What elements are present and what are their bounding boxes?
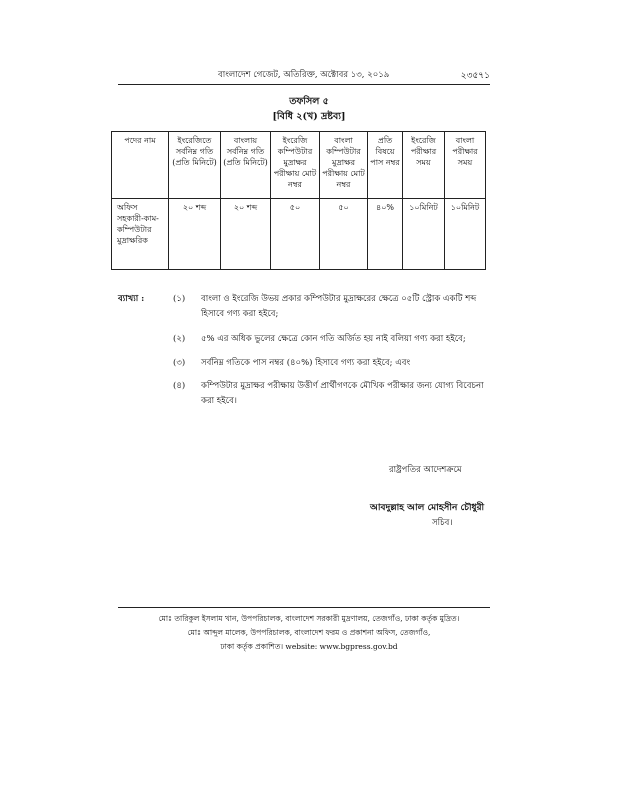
running-title: বাংলাদেশ গেজেট, অতিরিক্ত, অক্টোবর ১৩, ২০১৯ bbox=[218, 70, 390, 80]
explanation-item-number: (১) bbox=[173, 294, 186, 304]
header-bangla-min-speed: বাংলায় সর্বনিম্ন গতি (প্রতি মিনিটে) bbox=[221, 132, 271, 199]
cell-bangla-min-speed: ২০ শব্দ bbox=[221, 199, 271, 270]
header-english-total-marks: ইংরেজি কম্পিউটার মুদ্রাক্ষর পরীক্ষায় মোট নম্বর bbox=[271, 132, 320, 199]
signer-name: আবদুল্লাহ আল মোহসীন চৌধুরী bbox=[370, 503, 485, 513]
cell-post-name: অফিস সহকারী-কাম-কম্পিউটার মুদ্রাক্ষরিক bbox=[112, 199, 169, 270]
explanation-label: ব্যাখ্যা : bbox=[118, 294, 145, 304]
header-bangla-exam-time: বাংলা পরীক্ষার সময় bbox=[445, 132, 486, 199]
explanation-item-number: (২) bbox=[173, 334, 186, 344]
footer-divider bbox=[118, 607, 490, 608]
footer-printer-line: মোঃ তারিকুল ইসলাম খান, উপপরিচালক, বাংলাদেশ সরকারী মুদ্রণালয়, তেজগাঁও, ঢাকা কর্তৃক মুদ্রিত। bbox=[158, 614, 460, 623]
cell-bangla-total-marks: ৫০ bbox=[320, 199, 368, 270]
order-line: রাষ্ট্রপতির আদেশক্রমে bbox=[389, 465, 462, 475]
explanation-item-text: বাংলা ও ইংরেজি উভয় প্রকার কম্পিউটার মুদ্রাক্ষরের ক্ষেত্রে ০৫টি স্ট্রোক একটি শব্দ হিসাবে গণ্য করা হইবে; bbox=[201, 294, 477, 319]
schedule-title: তফসিল ৫ bbox=[289, 96, 329, 107]
header-pass-marks: প্রতি বিষয়ে পাস নম্বর bbox=[368, 132, 403, 199]
schedule-subtitle: [বিধি ২(খ) দ্রষ্টব্য] bbox=[272, 111, 346, 122]
page-number: ২৩৫৭১ bbox=[460, 71, 490, 81]
explanation-item-number: (৩) bbox=[173, 358, 186, 368]
cell-english-min-speed: ২০ শব্দ bbox=[169, 199, 221, 270]
explanation-item-text: সর্বনিম্ন গতিকে পাস নম্বর (৪০%) হিসাবে গণ্য করা হইবে; এবং bbox=[201, 358, 411, 368]
cell-english-total-marks: ৫০ bbox=[271, 199, 320, 270]
explanation-item-number: (৪) bbox=[173, 381, 186, 391]
schedule-table bbox=[111, 131, 486, 270]
header-english-exam-time: ইংরেজি পরীক্ষার সময় bbox=[403, 132, 445, 199]
explanation-item-text: ৫% এর অধিক ভুলের ক্ষেত্রে কোন গতি অর্জিত হয় নাই বলিয়া গণ্য করা হইবে; bbox=[201, 334, 466, 344]
footer-publisher-line: মোঃ আব্দুল মালেক, উপপরিচালক, বাংলাদেশ ফরম ও প্রকাশনা অফিস, তেজগাঁও, bbox=[187, 628, 431, 637]
cell-bangla-exam-time: ১০মিনিট bbox=[445, 199, 486, 270]
cell-pass-marks: ৪০% bbox=[368, 199, 403, 270]
footer-website-line: ঢাকা কর্তৃক প্রকাশিত। website: www.bgpress.gov.bd bbox=[220, 642, 398, 651]
explanation-item-text: কম্পিউটার মুদ্রাক্ষর পরীক্ষায় উত্তীর্ণ প্রার্থীগণকে মৌখিক পরীক্ষার জন্য যোগ্য বিবেচনা করা হইবে। bbox=[201, 381, 484, 406]
signer-designation: সচিব। bbox=[432, 518, 453, 528]
header-english-min-speed: ইংরেজিতে সর্বনিম্ন গতি (প্রতি মিনিটে) bbox=[169, 132, 221, 199]
table-row bbox=[112, 199, 486, 270]
header-post-name: পদের নাম bbox=[112, 132, 169, 199]
running-header bbox=[118, 68, 490, 85]
cell-english-exam-time: ১০মিনিট bbox=[403, 199, 445, 270]
header-bangla-total-marks: বাংলা কম্পিউটার মুদ্রাক্ষর পরীক্ষায় মোট নম্বর bbox=[320, 132, 368, 199]
table-header-row bbox=[112, 132, 486, 199]
